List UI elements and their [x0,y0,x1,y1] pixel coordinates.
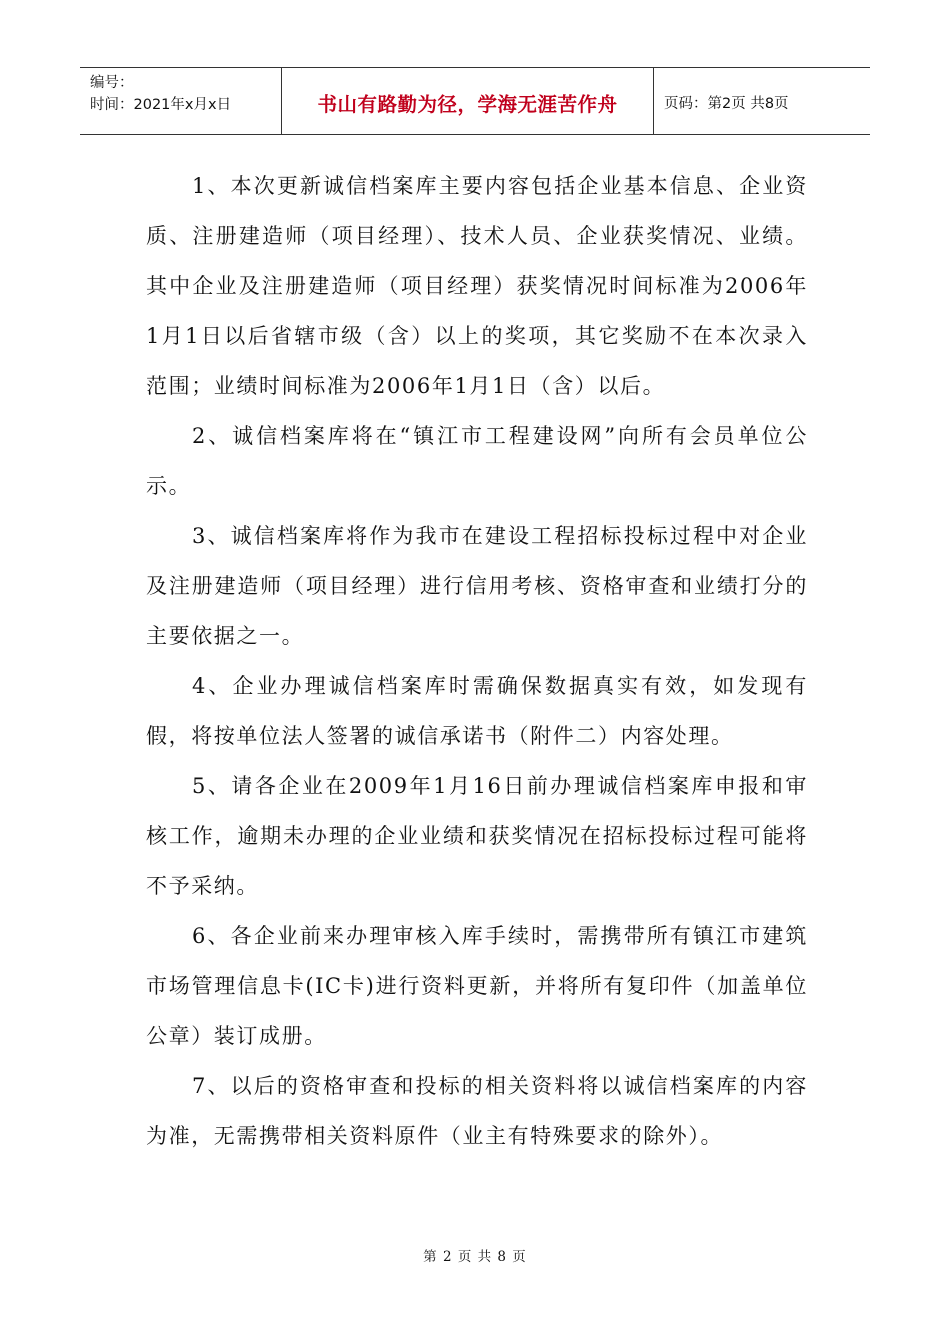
page-header [80,67,870,135]
paragraph-3: 3、诚信档案库将作为我市在建设工程招标投标过程中对企业及注册建造师（项目经理）进行信用考核、资格审查和业绩打分的主要依据之一。 [146,524,808,648]
document-number-label: 编号： [90,75,134,91]
paragraph-2: 2、诚信档案库将在“镇江市工程建设网”向所有会员单位公示。 [146,424,808,498]
header-motto: 书山有路勤为径，学海无涯苦作舟 [282,68,654,134]
document-time-label: 时间：2021年x月x日 [90,97,232,113]
paragraph-7: 7、以后的资格审查和投标的相关资料将以诚信档案库的内容为准，无需携带相关资料原件（业主有特殊要求的除外）。 [146,1074,808,1148]
page-footer: 第 2 页 共 8 页 [423,1249,527,1265]
paragraph-1: 1、本次更新诚信档案库主要内容包括企业基本信息、企业资质、注册建造师（项目经理）、技术人员、企业获奖情况、业绩。其中企业及注册建造师（项目经理）获奖情况时间标准为2006年1月1日以后省辖市级（含）以上的奖项，其它奖励不在本次录入范围；业绩时间标准为2006年1月1日（含）以后。 [146,174,808,398]
header-meta [80,68,282,134]
paragraph-5: 5、请各企业在2009年1月16日前办理诚信档案库申报和审核工作，逾期未办理的企业业绩和获奖情况在招标投标过程可能将不予采纳。 [146,774,808,898]
header-page-number: 页码：第2页 共8页 [664,96,789,112]
paragraph-4: 4、企业办理诚信档案库时需确保数据真实有效，如发现有假，将按单位法人签署的诚信承诺书（附件二）内容处理。 [146,674,808,748]
document-body [146,161,808,1161]
paragraph-6: 6、各企业前来办理审核入库手续时，需携带所有镇江市建筑市场管理信息卡(IC卡)进行资料更新，并将所有复印件（加盖单位公章）装订成册。 [146,924,808,1048]
